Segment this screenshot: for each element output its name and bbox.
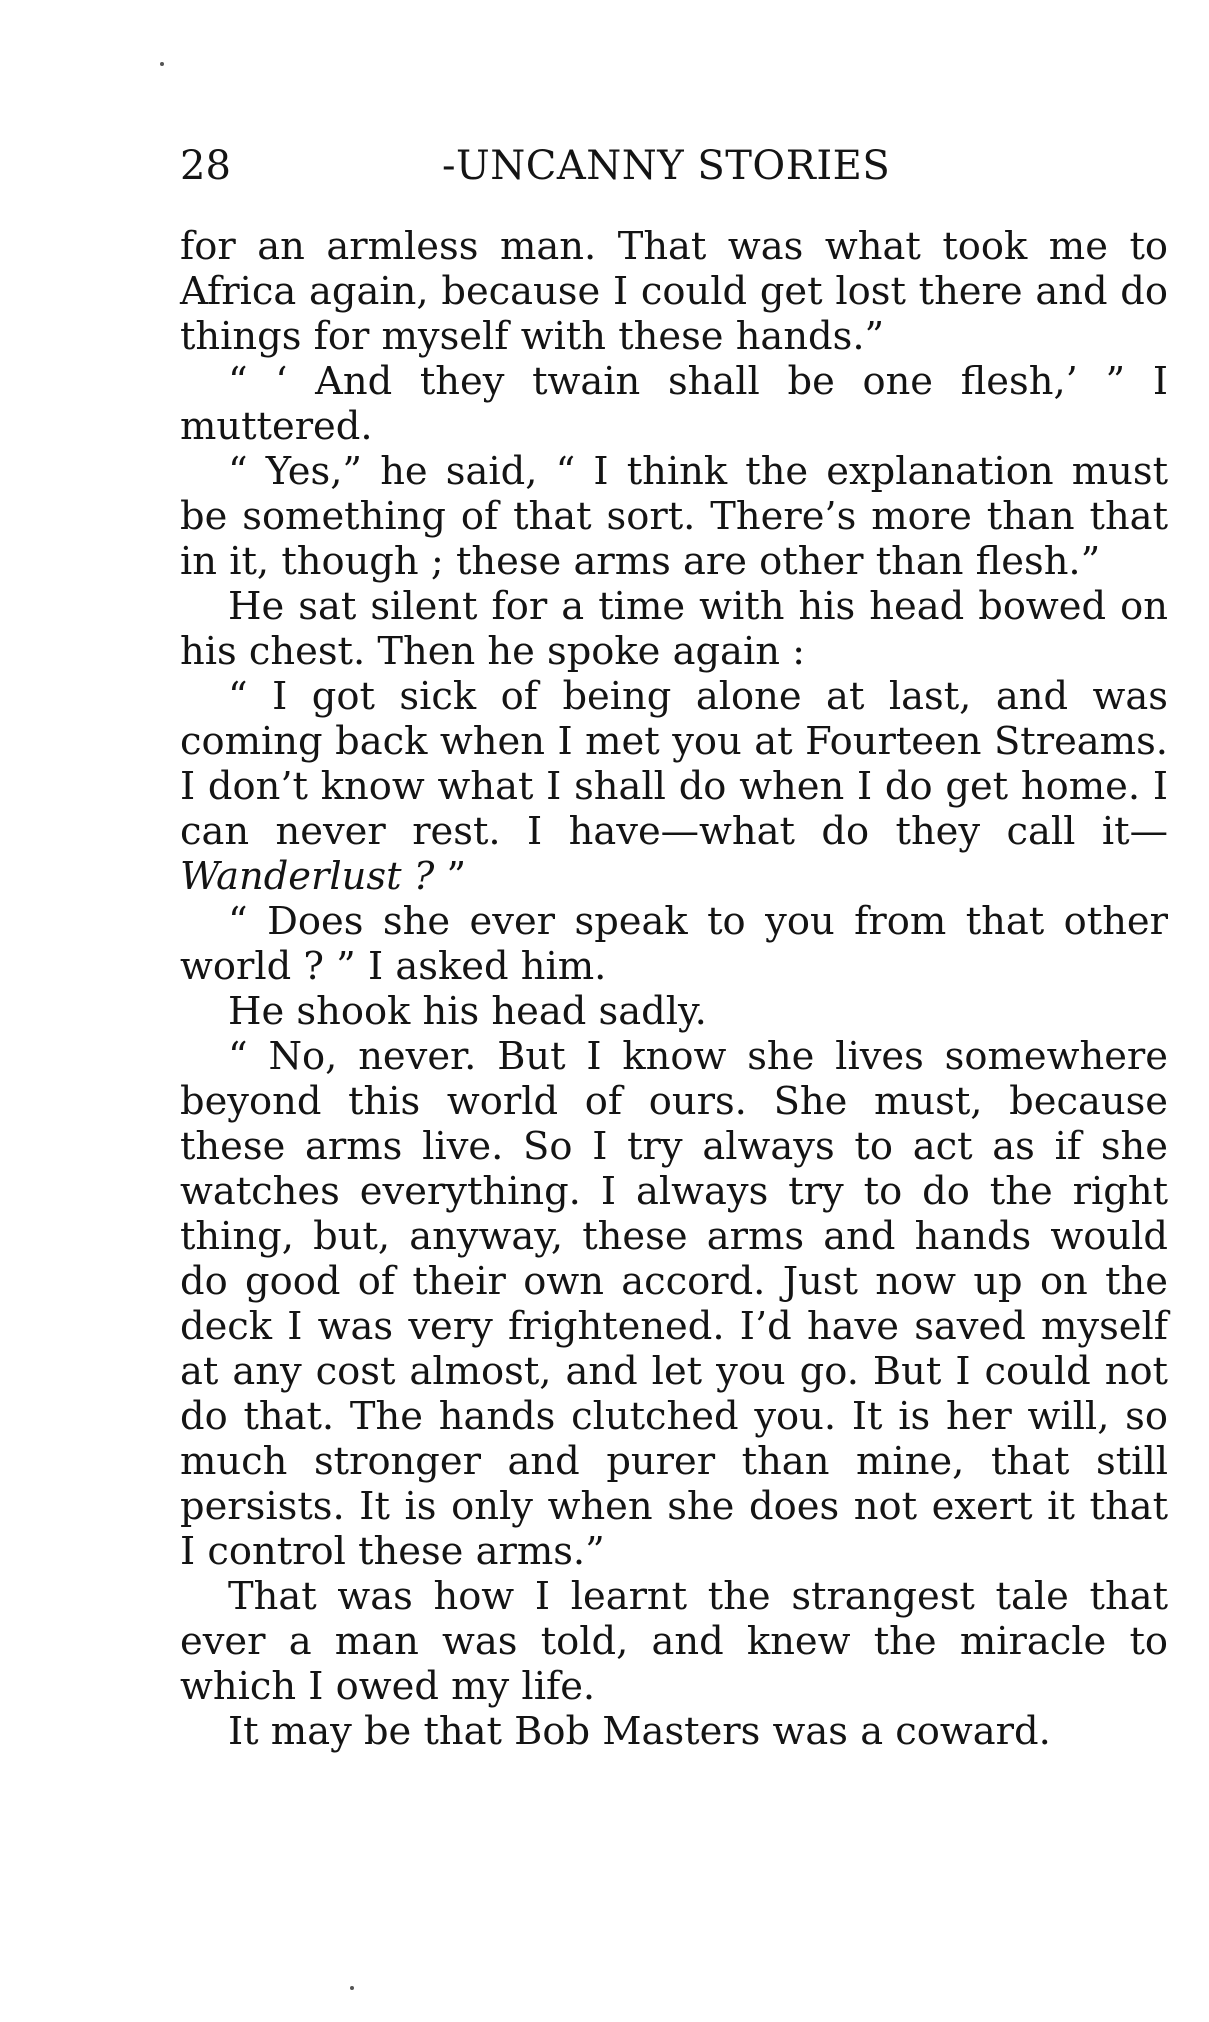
scan-speck xyxy=(350,1986,354,1990)
scan-speck xyxy=(160,62,164,66)
paragraph-text: “ Yes,” he said, “ I think the explanation must be something of that sort. There’s more than that in it, though ; these arms are other than flesh.” xyxy=(180,449,1168,584)
paragraph xyxy=(180,989,1168,1034)
running-title: -UNCANNY STORIES xyxy=(442,143,891,189)
paragraph-text: He shook his head sadly. xyxy=(228,989,707,1034)
page-number: 28 xyxy=(180,143,231,189)
paragraph-text: It may be that Bob Masters was a coward. xyxy=(228,1709,1051,1754)
paragraph xyxy=(180,224,1168,359)
paragraph xyxy=(180,674,1168,899)
closing-quote: ” xyxy=(434,854,467,899)
paragraph-text: “ I got sick of being alone at last, and was coming back when I met you at Fourteen Streams. I don’t know what I shall do when I do get home. I can never rest. I have—what do they call it— xyxy=(180,674,1168,854)
paragraph-text: for an armless man. That was what took me to Africa again, because I could get lost there and do things for myself with these hands.” xyxy=(180,224,1168,359)
paragraph xyxy=(180,1574,1168,1709)
italic-word: Wanderlust ? xyxy=(180,854,435,899)
running-head xyxy=(180,136,1170,196)
paragraph-text: “ No, never. But I know she lives somewhere beyond this world of ours. She must, because these arms live. So I try always to act as if she watches everything. I always try to do the right thing, but, anyway, these arms and hands would do good of their own accord. Just now up on the deck I was very frightened. I’d have saved myself at any cost almost, and let you go. But I could not do that. The hands clutched you. It is her will, so much stronger and purer than mine, that still persists. It is only when she does not exert it that I control these arms.” xyxy=(180,1034,1168,1574)
paragraph-text: “ ‘ And they twain shall be one flesh,’ ” I muttered. xyxy=(180,359,1168,449)
paragraph xyxy=(180,1034,1168,1574)
paragraph xyxy=(180,449,1168,584)
paragraph xyxy=(180,359,1168,449)
paragraph xyxy=(180,1709,1168,1754)
paragraph xyxy=(180,584,1168,674)
paragraph xyxy=(180,899,1168,989)
paragraph-text: That was how I learnt the strangest tale that ever a man was told, and knew the miracle to which I owed my life. xyxy=(180,1574,1168,1709)
body-text xyxy=(180,224,1168,1754)
paragraph-text: “ Does she ever speak to you from that other world ? ” I asked him. xyxy=(180,899,1168,989)
paragraph-text: He sat silent for a time with his head bowed on his chest. Then he spoke again : xyxy=(180,584,1168,674)
